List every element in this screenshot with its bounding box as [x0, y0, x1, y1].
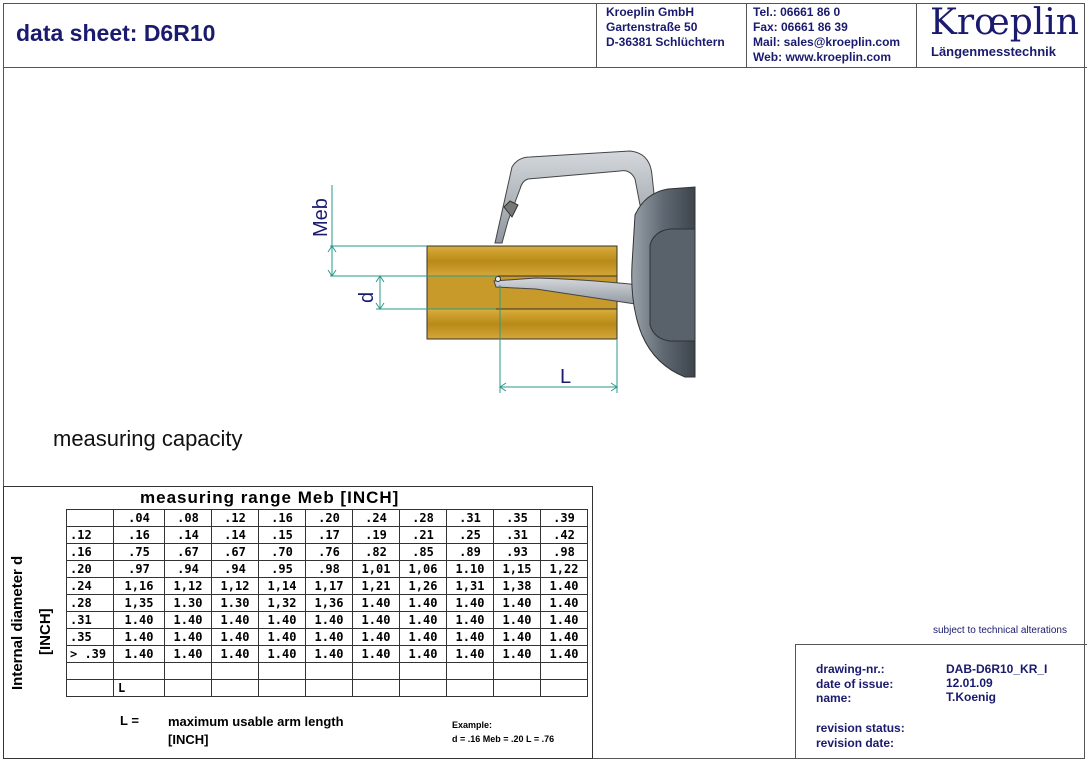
table-cell: [67, 663, 114, 680]
table-row: [67, 646, 588, 663]
table-row: [67, 527, 588, 544]
name-label: name:: [816, 691, 852, 705]
table-cell: [212, 663, 259, 680]
column-header: .12: [212, 510, 259, 527]
table-cell: 1.40: [353, 612, 400, 629]
table-cell: [165, 680, 212, 697]
name-value: T.Koenig: [946, 690, 996, 704]
table-cell: 1.40: [541, 629, 588, 646]
upper-arm: [495, 151, 655, 243]
date-value: 12.01.09: [946, 676, 993, 690]
table-cell: 1.40: [494, 595, 541, 612]
table-cell: 1,35: [114, 595, 165, 612]
drawing-nr-value: DAB-D6R10_KR_I: [946, 662, 1048, 676]
header-separator: [596, 3, 597, 67]
table-cell: .75: [114, 544, 165, 561]
table-cell: 1,21: [353, 578, 400, 595]
table-cell: 1,38: [494, 578, 541, 595]
table-cell: .42: [541, 527, 588, 544]
example-text: d = .16 Meb = .20 L = .76: [452, 734, 555, 744]
table-cell: .14: [212, 527, 259, 544]
table-cell: 1,06: [400, 561, 447, 578]
table-cell: 1,31: [447, 578, 494, 595]
d-label: d: [356, 291, 378, 303]
date-label: date of issue:: [816, 677, 894, 691]
table-cell: [259, 680, 306, 697]
table-cell: 1.40: [165, 612, 212, 629]
row-axis-title: Internal diameter d: [9, 555, 26, 690]
table-cell: 1.40: [541, 578, 588, 595]
header-divider: [3, 67, 1087, 68]
table-cell: .31: [494, 527, 541, 544]
corner-cell: [67, 510, 114, 527]
table-cell: 1.40: [212, 612, 259, 629]
table-cell: .25: [447, 527, 494, 544]
table-cell: 1.40: [306, 629, 353, 646]
table-cell: .95: [259, 561, 306, 578]
table-cell: .82: [353, 544, 400, 561]
table-cell: 1.40: [114, 646, 165, 663]
header-separator: [746, 3, 747, 67]
alteration-note: subject to technical alterations: [933, 625, 1067, 636]
table-cell: 1.40: [306, 646, 353, 663]
company-name: Kroeplin GmbH: [606, 5, 695, 19]
table-row: [67, 578, 588, 595]
table-unit-row: [67, 680, 588, 697]
table-cell: 1.40: [165, 646, 212, 663]
table-row-empty: [67, 663, 588, 680]
table-cell: 1.40: [353, 646, 400, 663]
table-cell: [447, 663, 494, 680]
example-title: Example:: [452, 720, 493, 730]
table-cell: [494, 680, 541, 697]
table-cell: .89: [447, 544, 494, 561]
table-cell: [212, 680, 259, 697]
table-cell: 1.40: [400, 629, 447, 646]
row-header: .20: [67, 561, 114, 578]
table-cell: 1.40: [114, 612, 165, 629]
table-cell: 1.40: [353, 629, 400, 646]
table-cell: 1.40: [541, 595, 588, 612]
row-header: .35: [67, 629, 114, 646]
row-header: > .39: [67, 646, 114, 663]
column-header: .20: [306, 510, 353, 527]
revision-date-label: revision date:: [816, 736, 895, 750]
section-title: measuring capacity: [53, 426, 243, 451]
unit-marker: L: [114, 680, 165, 697]
example-note: [452, 718, 554, 746]
legend-description: [168, 713, 344, 749]
capacity-table: [66, 509, 588, 697]
table-cell: [353, 663, 400, 680]
table-cell: 1.40: [447, 646, 494, 663]
table-cell: .14: [165, 527, 212, 544]
table-cell: .16: [114, 527, 165, 544]
legend-key: L =: [120, 713, 139, 728]
table-cell: .21: [400, 527, 447, 544]
table-row: [67, 612, 588, 629]
contact-web: Web: www.kroeplin.com: [753, 50, 892, 64]
table-cell: 1.30: [212, 595, 259, 612]
table-cell: 1.40: [212, 629, 259, 646]
table-cell: [306, 663, 353, 680]
table-cell: 1.40: [259, 612, 306, 629]
table-cell: 1.40: [400, 646, 447, 663]
table-cell: 1.40: [353, 595, 400, 612]
table-cell: .94: [165, 561, 212, 578]
table-cell: 1,26: [400, 578, 447, 595]
row-header: .28: [67, 595, 114, 612]
table-cell: 1,36: [306, 595, 353, 612]
row-axis-unit: [INCH]: [37, 608, 54, 655]
column-header: .31: [447, 510, 494, 527]
table-row: [67, 629, 588, 646]
table-cell: [67, 680, 114, 697]
column-header: .39: [541, 510, 588, 527]
table-cell: 1.40: [400, 595, 447, 612]
table-cell: 1.40: [114, 629, 165, 646]
contact-phone: Tel.: 06661 86 0: [753, 5, 841, 19]
table-cell: .98: [306, 561, 353, 578]
row-header: .12: [67, 527, 114, 544]
table-cell: .19: [353, 527, 400, 544]
l-label: L: [560, 366, 572, 388]
table-cell: [447, 680, 494, 697]
contact-fax: Fax: 06661 86 39: [753, 20, 848, 34]
table-cell: .94: [212, 561, 259, 578]
table-cell: 1.30: [165, 595, 212, 612]
table-cell: 1.40: [494, 612, 541, 629]
table-cell: 1.40: [259, 629, 306, 646]
table-cell: 1.40: [165, 629, 212, 646]
table-cell: 1.40: [447, 595, 494, 612]
column-header: .04: [114, 510, 165, 527]
table-cell: 1.40: [447, 612, 494, 629]
table-row: [67, 595, 588, 612]
table-cell: 1.40: [259, 646, 306, 663]
table-cell: 1,32: [259, 595, 306, 612]
company-tagline: Längenmesstechnik: [931, 44, 1056, 59]
contact-mail: Mail: sales@kroeplin.com: [753, 35, 901, 49]
table-cell: .17: [306, 527, 353, 544]
table-cell: .97: [114, 561, 165, 578]
table-cell: 1,16: [114, 578, 165, 595]
table-row: [67, 544, 588, 561]
table-cell: .85: [400, 544, 447, 561]
table-cell: [494, 663, 541, 680]
company-logo: Krœplin: [930, 2, 1079, 43]
table-cell: .93: [494, 544, 541, 561]
table-cell: .98: [541, 544, 588, 561]
table-cell: .67: [212, 544, 259, 561]
table-cell: 1,12: [212, 578, 259, 595]
row-header: .31: [67, 612, 114, 629]
table-cell: .15: [259, 527, 306, 544]
column-header: .35: [494, 510, 541, 527]
table-heading: measuring range Meb [INCH]: [140, 488, 400, 507]
row-axis-label: [9, 530, 54, 690]
revision-status-label: revision status:: [816, 721, 905, 735]
table-cell: [400, 680, 447, 697]
table-cell: 1.10: [447, 561, 494, 578]
legend-unit: [INCH]: [168, 732, 209, 747]
table-cell: 1.40: [212, 646, 259, 663]
table-cell: .70: [259, 544, 306, 561]
table-cell: [114, 663, 165, 680]
table-cell: 1,22: [541, 561, 588, 578]
table-cell: 1,12: [165, 578, 212, 595]
row-header: .16: [67, 544, 114, 561]
table-cell: [541, 680, 588, 697]
header-separator: [916, 3, 917, 67]
column-header: .08: [165, 510, 212, 527]
table-cell: 1.40: [494, 629, 541, 646]
table-header-row: [67, 510, 588, 527]
company-city: D-36381 Schlüchtern: [606, 35, 725, 49]
table-cell: [306, 680, 353, 697]
table-cell: 1.40: [400, 612, 447, 629]
gauge-drawing: [290, 145, 700, 405]
page-title: data sheet: D6R10: [16, 20, 216, 46]
table-cell: .67: [165, 544, 212, 561]
column-header: .16: [259, 510, 306, 527]
table-row: [67, 561, 588, 578]
table-cell: [400, 663, 447, 680]
table-cell: 1.40: [541, 612, 588, 629]
table-cell: [259, 663, 306, 680]
legend-line: maximum usable arm length: [168, 714, 344, 729]
table-cell: 1.40: [306, 612, 353, 629]
table-cell: [353, 680, 400, 697]
table-cell: 1,01: [353, 561, 400, 578]
row-header: .24: [67, 578, 114, 595]
table-cell: 1,15: [494, 561, 541, 578]
table-cell: [541, 663, 588, 680]
column-header: .24: [353, 510, 400, 527]
company-street: Gartenstraße 50: [606, 20, 698, 34]
table-cell: 1.40: [494, 646, 541, 663]
table-cell: .76: [306, 544, 353, 561]
table-cell: 1,17: [306, 578, 353, 595]
table-cell: 1.40: [541, 646, 588, 663]
table-cell: [165, 663, 212, 680]
drawing-nr-label: drawing-nr.:: [816, 662, 885, 676]
column-header: .28: [400, 510, 447, 527]
meb-label: Meb: [310, 198, 332, 237]
table-cell: 1,14: [259, 578, 306, 595]
table-cell: 1.40: [447, 629, 494, 646]
